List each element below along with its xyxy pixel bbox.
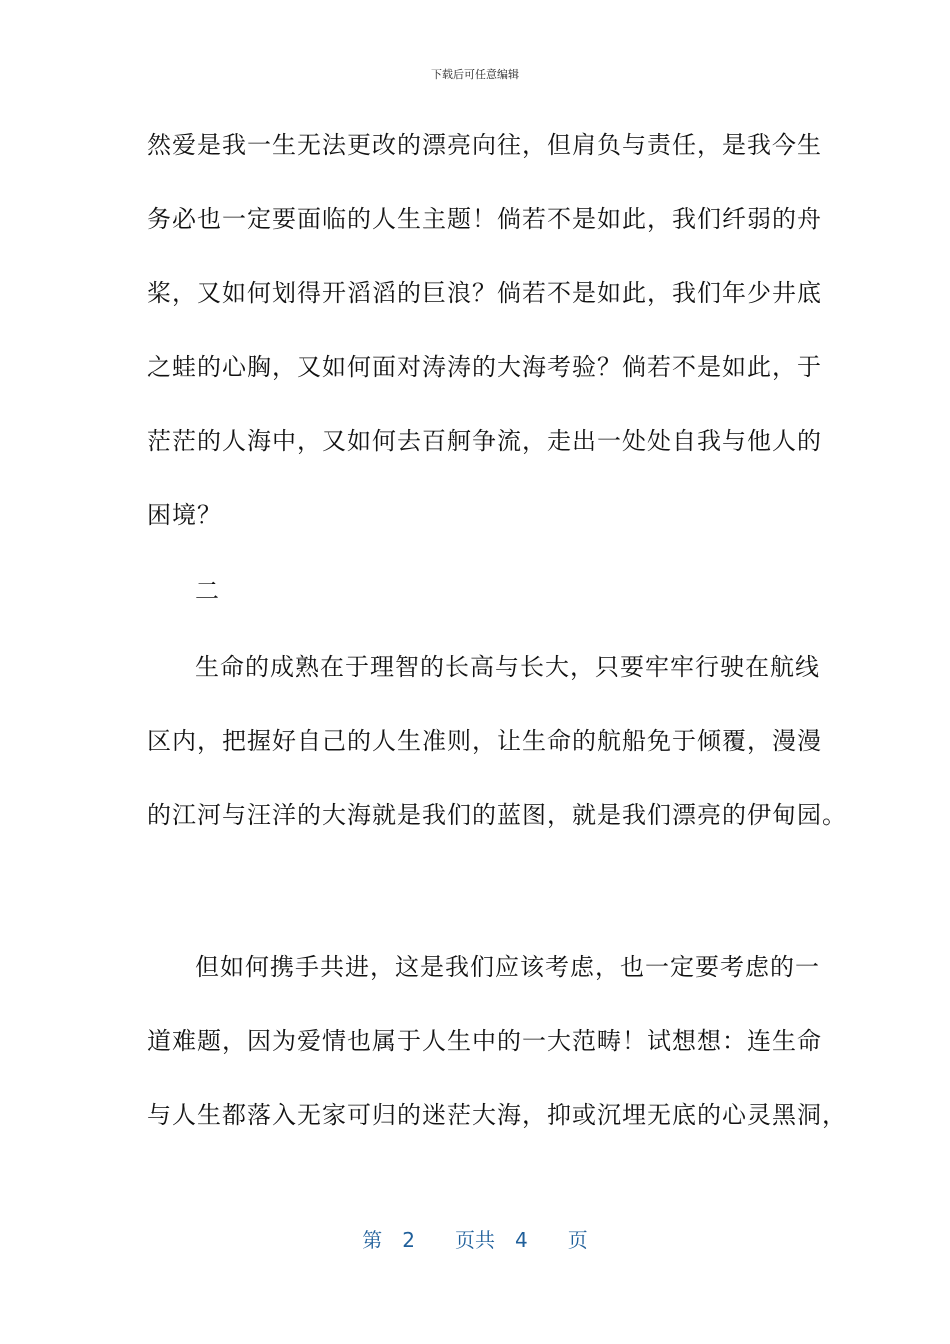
text-line: 桨，又如何划得开滔滔的巨浪？倘若不是如此，我们年少井底 (147, 279, 822, 307)
page-footer (0, 1224, 950, 1253)
text-line: 道难题，因为爱情也属于人生中的一大范畴！试想想：连生命 (147, 1027, 822, 1055)
text-line: 困境？ (147, 501, 222, 529)
text-line: 生命的成熟在于理智的长高与长大，只要牢牢行驶在航线 (195, 653, 820, 681)
text-line: 但如何携手共进，这是我们应该考虑，也一定要考虑的一 (195, 953, 820, 981)
text-line: 的江河与汪洋的大海就是我们的蓝图，就是我们漂亮的伊甸园。 (147, 801, 847, 829)
text-line: 与人生都落入无家可归的迷茫大海，抑或沉埋无底的心灵黑洞， (147, 1101, 847, 1129)
text-line: 务必也一定要面临的人生主题！倘若不是如此，我们纤弱的舟 (147, 205, 822, 233)
section-heading: 二 (195, 577, 220, 605)
text-line: 茫茫的人海中，又如何去百舸争流，走出一处处自我与他人的 (147, 427, 822, 455)
text-line: 之蛙的心胸，又如何面对涛涛的大海考验？倘若不是如此，于 (147, 353, 822, 381)
text-line: 然爱是我一生无法更改的漂亮向往，但肩负与责任，是我今生 (147, 131, 822, 159)
page-number: 2 (402, 1228, 415, 1252)
page-prefix: 第 (362, 1228, 383, 1252)
page-total: 4 (515, 1228, 528, 1252)
page-suffix: 页 (567, 1228, 588, 1252)
page-middle: 页共 (455, 1228, 495, 1252)
header-note: 下载后可任意编辑 (431, 68, 519, 81)
text-line: 区内，把握好自己的人生准则，让生命的航船免于倾覆，漫漫 (147, 727, 822, 755)
